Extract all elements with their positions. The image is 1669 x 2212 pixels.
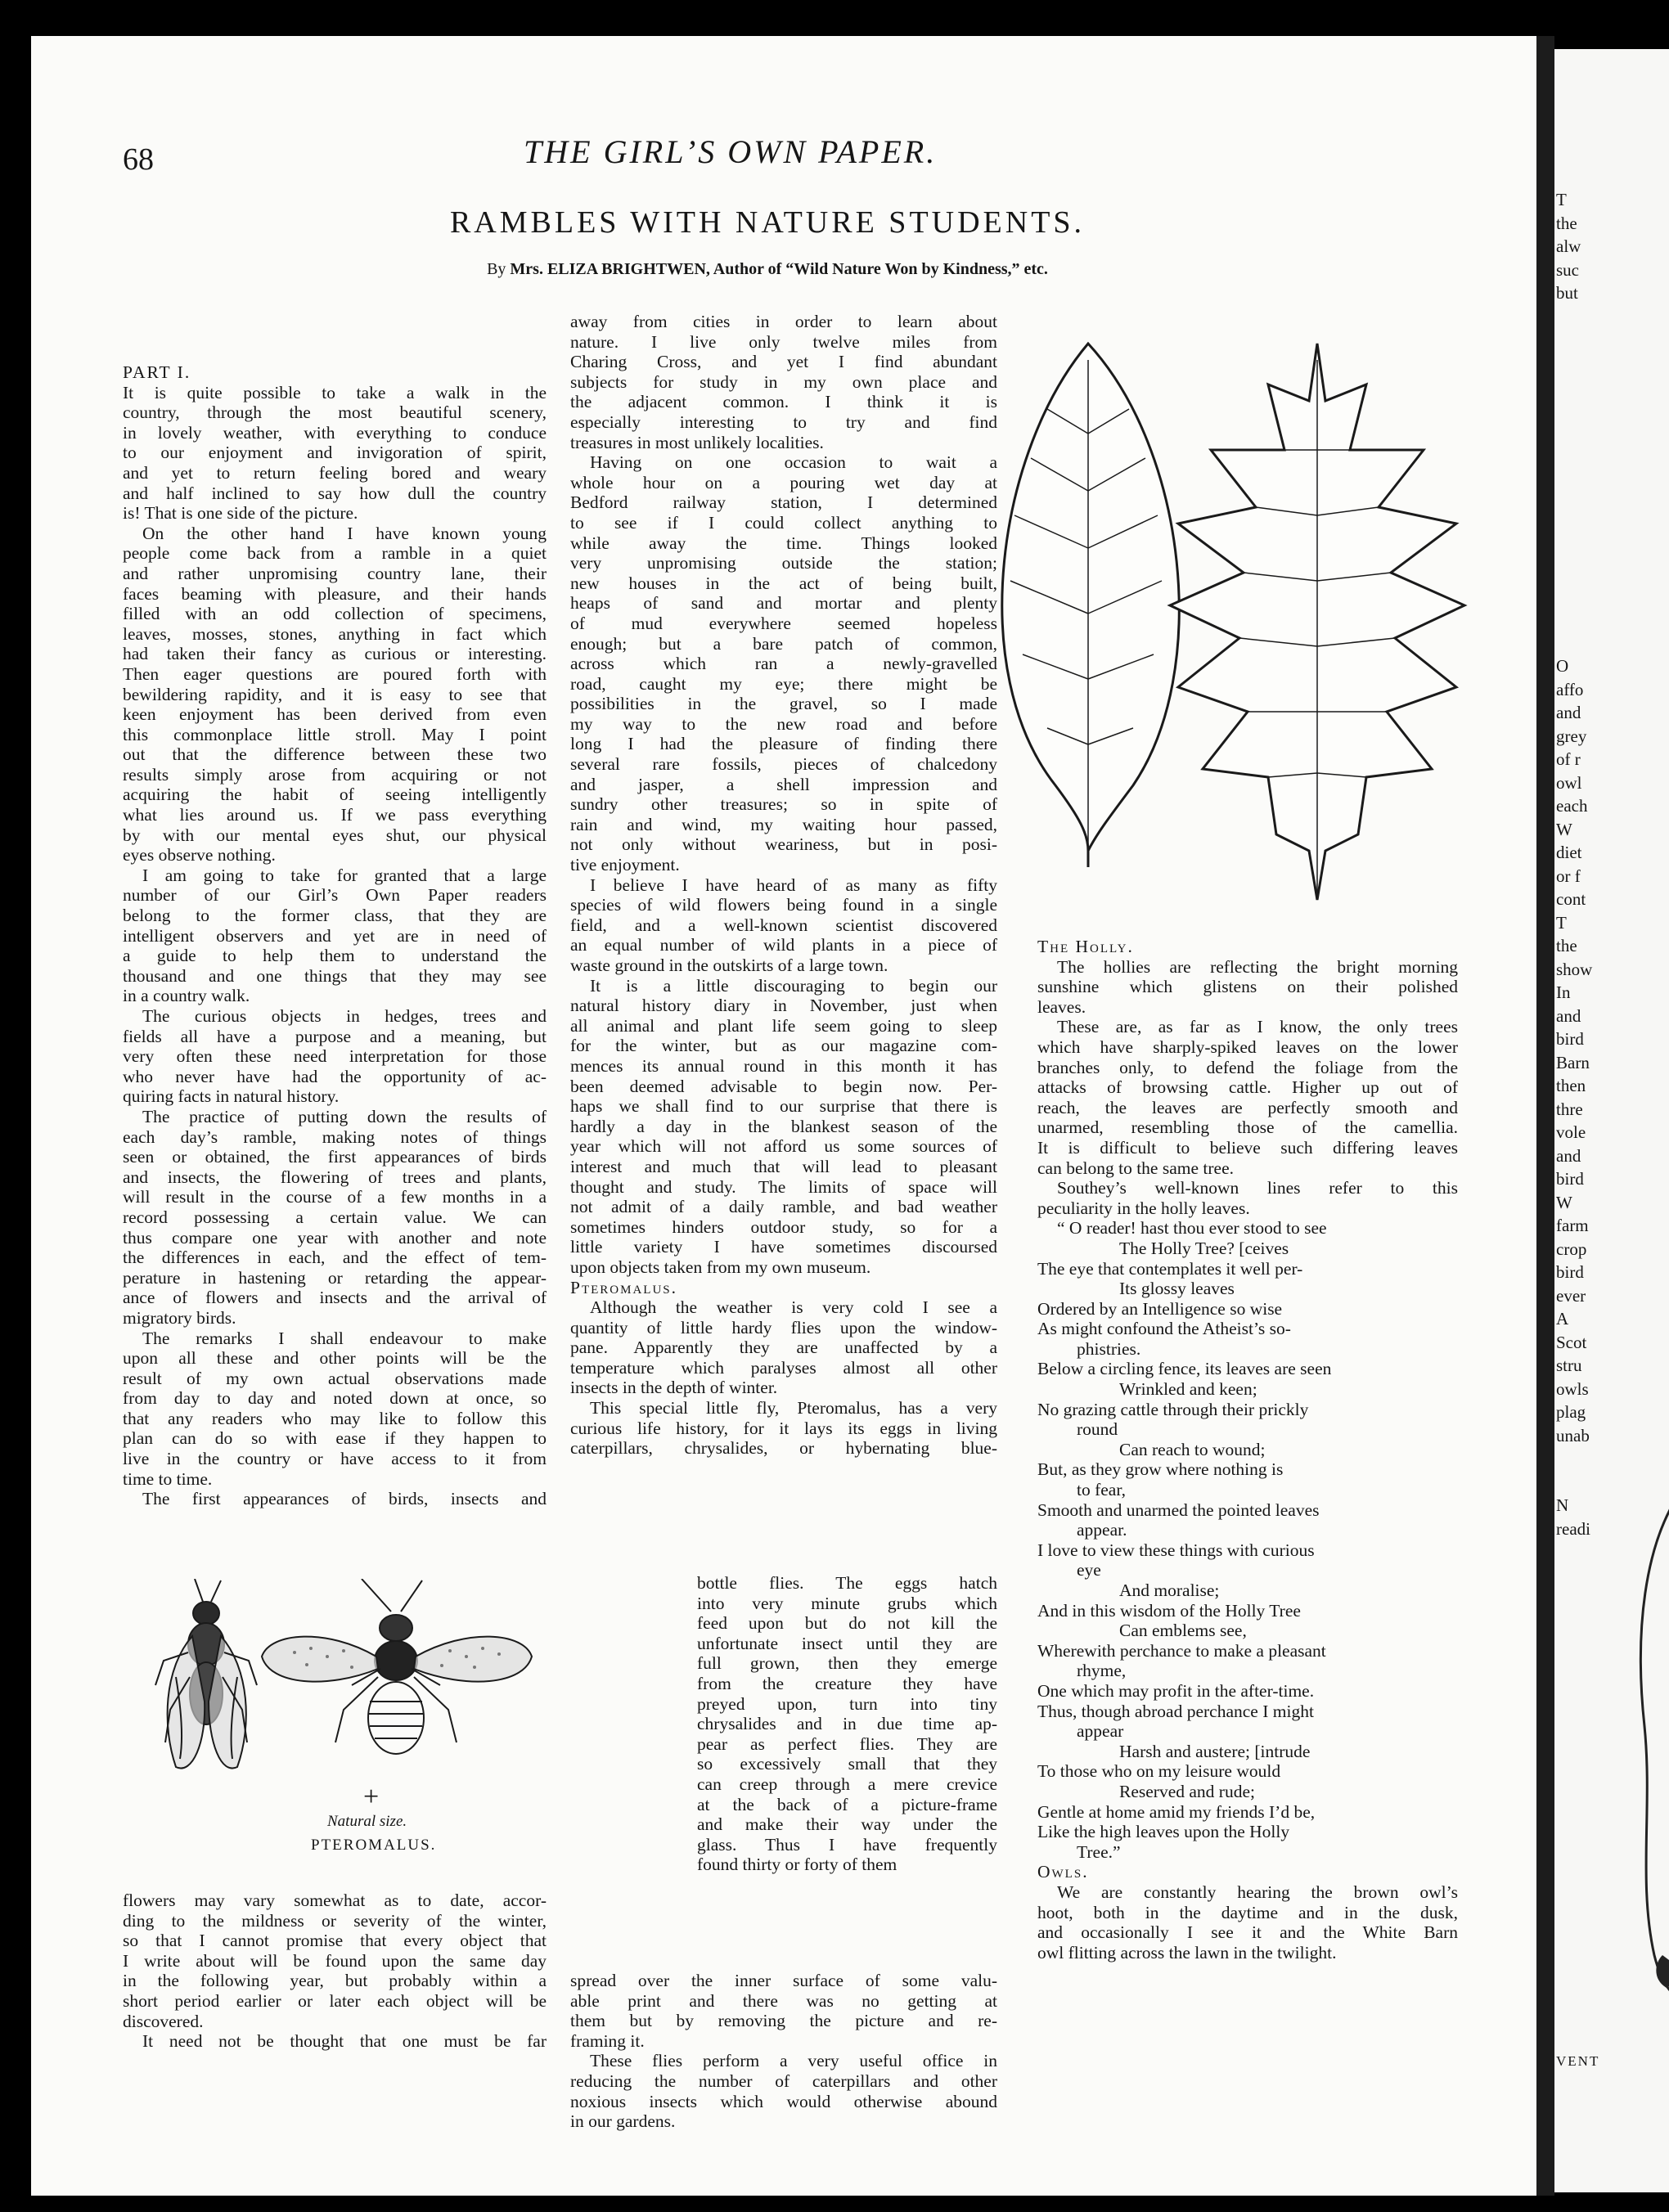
next-page-illustration-fragment bbox=[1630, 1497, 1669, 2004]
next-page-line bbox=[1556, 421, 1669, 445]
col1-line: country, through the most beautiful scenery, bbox=[123, 402, 547, 423]
owls-section bbox=[1037, 1862, 1458, 1962]
col1b-line: short period earlier or later each object will be bbox=[123, 1990, 547, 2011]
next-page-line: but bbox=[1556, 283, 1578, 303]
col1b-line: in the following year, but probably within a bbox=[123, 1971, 547, 1991]
col2-line: Although the weather is very cold I see a bbox=[590, 1297, 997, 1318]
col1-line: very often these need interpretation for those bbox=[123, 1046, 547, 1067]
col1-line: ance of flowers and insects and the arrival of bbox=[123, 1288, 547, 1308]
poem-line: And moralise; bbox=[1119, 1580, 1220, 1600]
col1-line: and rather unpromising country lane, their bbox=[123, 563, 547, 583]
byline-prefix: By bbox=[487, 260, 511, 278]
section-heading: Pteromalus. bbox=[570, 1277, 678, 1297]
col2-line: year which will not afford us some sources of bbox=[570, 1136, 997, 1157]
col1-line: On the other hand I have known young bbox=[142, 523, 547, 543]
next-page-line bbox=[1556, 585, 1669, 609]
owls-line: We are constantly hearing the brown owl’s bbox=[1057, 1882, 1458, 1902]
col2b-line: bottle flies. The eggs hatch bbox=[697, 1573, 997, 1593]
col1-line: time to time. bbox=[123, 1468, 213, 1489]
next-page-line: W bbox=[1556, 1192, 1572, 1212]
article-title: RAMBLES WITH NATURE STUDENTS. bbox=[449, 205, 1086, 240]
col2-line: hardly a day in the blankest season of the bbox=[570, 1116, 997, 1136]
next-page-line: bird bbox=[1556, 1169, 1584, 1189]
next-page-caption-fragment: VENT bbox=[1556, 2053, 1600, 2069]
next-page-line: O bbox=[1556, 656, 1569, 676]
poem-line: appear bbox=[1077, 1721, 1124, 1742]
next-page-line: Barn bbox=[1556, 1052, 1590, 1072]
col2b-line: full grown, then they emerge bbox=[697, 1653, 997, 1674]
col2-line: all animal and plant life seem going to sleep bbox=[570, 1015, 997, 1036]
column-1-top bbox=[123, 362, 547, 1509]
holly-line: It is difficult to believe such differing leaves bbox=[1037, 1137, 1458, 1158]
next-page-line bbox=[1556, 398, 1669, 422]
column-1-bottom bbox=[123, 1891, 547, 2052]
col1-line: record possessing a certain value. We can bbox=[123, 1207, 547, 1227]
col1-line: perature in hastening or retarding the appear- bbox=[123, 1267, 547, 1288]
next-page-line bbox=[1556, 1471, 1669, 1495]
col1-line: this commonplace little stroll. May I point bbox=[123, 724, 547, 744]
next-page-line: T bbox=[1556, 190, 1567, 209]
next-page-line: A bbox=[1556, 1309, 1569, 1329]
owls-line: owl flitting across the lawn in the twilight. bbox=[1037, 1942, 1337, 1962]
col1-line: the differences in each, and the effect of tem- bbox=[123, 1248, 547, 1268]
col2-line: tive enjoyment. bbox=[570, 855, 680, 875]
poem-line: No grazing cattle through their prickly bbox=[1037, 1399, 1309, 1419]
poem-line: I love to view these things with curious bbox=[1037, 1540, 1315, 1560]
col1-line: eyes observe nothing. bbox=[123, 845, 276, 865]
next-page-line: owls bbox=[1556, 1378, 1589, 1399]
col2c-line: able print and there was no getting at bbox=[570, 1990, 997, 2011]
next-page-line: N bbox=[1556, 1495, 1569, 1515]
poem-line: Gentle at home amid my friends I’d be, bbox=[1037, 1801, 1316, 1822]
col1-line: to our enjoyment and invigoration of spirit, bbox=[123, 443, 547, 463]
col2-line: waste ground in the outskirts of a large town. bbox=[570, 955, 888, 975]
col2-line: while away the time. Things looked bbox=[570, 533, 997, 553]
col2-line: very unpromising outside the station; bbox=[570, 553, 997, 573]
poem-line: “ O reader! hast thou ever stood to see bbox=[1057, 1218, 1327, 1239]
holly-line: Southey’s well-known lines refer to this bbox=[1057, 1178, 1458, 1198]
holly-poem bbox=[1037, 1218, 1458, 1862]
col2-line: my way to the new road and before bbox=[570, 713, 997, 734]
col2-line: subjects for study in my own place and bbox=[570, 371, 997, 392]
pteromalus-side-view bbox=[155, 1579, 257, 1769]
col2-line: for the winter, but as our magazine com- bbox=[570, 1036, 997, 1056]
next-page-column bbox=[1556, 188, 1669, 1540]
col2-line: pane. Apparently they are unaffected by a bbox=[570, 1338, 997, 1358]
next-page-line: unab bbox=[1556, 1425, 1590, 1445]
next-page-line bbox=[1556, 515, 1669, 538]
next-page-line: T bbox=[1556, 912, 1567, 933]
col1-line: belong to the former class, that they are bbox=[123, 906, 547, 926]
holly-leaves-illustration bbox=[965, 327, 1489, 916]
col2-line: possibilities in the gravel, so I made bbox=[570, 694, 997, 714]
next-page-line: grey bbox=[1556, 726, 1587, 746]
col1-line: filled with an odd collection of specimens, bbox=[123, 604, 547, 624]
next-page-line: the bbox=[1556, 213, 1577, 233]
col2-line: to see if I could collect anything to bbox=[570, 512, 997, 533]
col2b-line: pear as perfect flies. They are bbox=[697, 1733, 997, 1754]
next-page-line bbox=[1556, 608, 1669, 632]
col2-line: I believe I have heard of as many as fifty bbox=[590, 874, 997, 895]
col1-line: intelligent observers and yet are in need of bbox=[123, 925, 547, 946]
col2c-line: them but by removing the picture and re- bbox=[570, 2011, 997, 2031]
next-page-line: and bbox=[1556, 703, 1581, 722]
poem-line: eye bbox=[1077, 1560, 1101, 1580]
col2-line: been deemed advisable to begin now. Per- bbox=[570, 1076, 997, 1096]
poem-line: Smooth and unarmed the pointed leaves bbox=[1037, 1499, 1320, 1520]
col2-line: whole hour on a pouring wet day at bbox=[570, 472, 997, 492]
col2-line: heaps of sand and mortar and plenty bbox=[570, 593, 997, 614]
byline bbox=[293, 260, 1242, 279]
section-heading: The Holly. bbox=[1037, 937, 1134, 956]
col2-line: enough; but a bare patch of common, bbox=[570, 633, 997, 654]
holly-line: sunshine which glistens on their polished bbox=[1037, 977, 1458, 997]
col1-line: bewildering rapidity, and it is easy to see that bbox=[123, 684, 547, 704]
col2-line: not admit of a daily ramble, and bad weather bbox=[570, 1197, 997, 1217]
col2-line: across which ran a newly-gravelled bbox=[570, 654, 997, 674]
col1-line: number of our Girl’s Own Paper readers bbox=[123, 885, 547, 906]
col1-line: thousand and one things that they may see bbox=[123, 965, 547, 986]
col1-line: faces beaming with pleasure, and their hands bbox=[123, 583, 547, 604]
byline-author: Mrs. ELIZA BRIGHTWEN, Author of “Wild Nature Won by Kindness,” etc. bbox=[510, 260, 1048, 278]
col2-line: nature. I live only twelve miles from bbox=[570, 331, 997, 352]
poem-line: rhyme, bbox=[1077, 1661, 1127, 1681]
col2-line: sundry other treasures; so in spite of bbox=[570, 794, 997, 815]
col1-line: migratory birds. bbox=[123, 1307, 236, 1328]
col2b-line: and make their way under the bbox=[697, 1814, 997, 1835]
col2-line: interest and much that will lead to pleasant bbox=[570, 1156, 997, 1176]
next-page-line bbox=[1556, 1447, 1669, 1471]
poem-line: to fear, bbox=[1077, 1480, 1127, 1500]
next-page-line: W bbox=[1556, 819, 1572, 839]
next-page-line: crop bbox=[1556, 1239, 1587, 1259]
holly-line: leaves. bbox=[1037, 996, 1086, 1017]
next-page-line: bird bbox=[1556, 1029, 1584, 1049]
col1-line: results simply arose from acquiring or not bbox=[123, 764, 547, 785]
col1b-line: ding to the mildness or severity of the winter, bbox=[123, 1910, 547, 1931]
col2-line: It is a little discouraging to begin our bbox=[590, 975, 997, 996]
col2b-line: chrysalides and in due time ap- bbox=[697, 1714, 997, 1734]
next-page-line: plag bbox=[1556, 1402, 1586, 1422]
col1-line: fields all have a purpose and a meaning, but bbox=[123, 1026, 547, 1046]
col2b-line: found thirty or forty of them bbox=[697, 1855, 897, 1875]
col2b-line: at the back of a picture-frame bbox=[697, 1794, 997, 1814]
next-page-line: and bbox=[1556, 1145, 1581, 1166]
col1-line: who never have had the opportunity of ac- bbox=[123, 1066, 547, 1086]
col1b-line: It need not be thought that one must be far bbox=[142, 2031, 547, 2052]
next-page-line: affo bbox=[1556, 679, 1584, 699]
next-page-line bbox=[1556, 561, 1669, 585]
col2-line: sometimes hinders outdoor study, so for a bbox=[570, 1216, 997, 1237]
next-page-line bbox=[1556, 492, 1669, 515]
col1-line: seen or obtained, the first appearances of birds bbox=[123, 1147, 547, 1167]
col2-line: field, and a well-known scientist discovered bbox=[570, 915, 997, 935]
page-number: 68 bbox=[123, 142, 154, 177]
col2-line: long I had the pleasure of finding there bbox=[570, 734, 997, 754]
holly-line: The hollies are reflecting the bright morning bbox=[1057, 956, 1458, 977]
col2-line: temperature which paralyses almost all other bbox=[570, 1357, 997, 1378]
poem-line: Wherewith perchance to make a pleasant bbox=[1037, 1640, 1326, 1661]
poem-line: As might confound the Atheist’s so- bbox=[1037, 1319, 1291, 1339]
smooth-holly-leaf bbox=[1002, 344, 1179, 867]
next-page-line bbox=[1556, 305, 1669, 329]
holly-section bbox=[1037, 937, 1458, 1218]
col2c-line: noxious insects which would otherwise abound bbox=[570, 2091, 997, 2111]
next-page-line: ever bbox=[1556, 1285, 1586, 1306]
poem-line: Can reach to wound; bbox=[1119, 1439, 1266, 1459]
section-heading: PART I. bbox=[123, 362, 191, 382]
col1-line: in lovely weather, with everything to conduce bbox=[123, 422, 547, 443]
col1-line: and insects, the flowering of trees and plants, bbox=[123, 1167, 547, 1187]
col1-line: that any readers who may like to follow this bbox=[123, 1408, 547, 1428]
col1-line: what lies around us. If we pass everything bbox=[123, 805, 547, 825]
holly-line: unarmed, resembling those of the camellia. bbox=[1037, 1117, 1458, 1138]
column-2-top bbox=[570, 312, 997, 1459]
col2c-line: in our gardens. bbox=[570, 2111, 676, 2132]
col1-line: in a country walk. bbox=[123, 986, 250, 1006]
col1-line: people come back from a ramble in a quiet bbox=[123, 543, 547, 564]
next-page-line: show bbox=[1556, 959, 1593, 979]
col2-line: Charing Cross, and yet I find abundant bbox=[570, 352, 997, 372]
col1-line: The first appearances of birds, insects and bbox=[142, 1489, 547, 1509]
next-page-line: suc bbox=[1556, 259, 1579, 280]
next-page-line bbox=[1556, 352, 1669, 375]
col2b-line: can creep through a mere crevice bbox=[697, 1774, 997, 1794]
col2-line: caterpillars, chrysalides, or hybernating blue- bbox=[570, 1438, 997, 1459]
col2-line: haps we shall find to our surprise that there is bbox=[570, 1096, 997, 1117]
col2-line: Having on one occasion to wait a bbox=[590, 452, 997, 473]
col1-line: each day’s ramble, making notes of things bbox=[123, 1126, 547, 1147]
size-marker: + bbox=[363, 1782, 380, 1812]
poem-line: Harsh and austere; [intrude bbox=[1119, 1741, 1311, 1761]
col2-line: little variety I have sometimes discoursed bbox=[570, 1237, 997, 1257]
col1-line: leaves, mosses, stones, anything in fact which bbox=[123, 623, 547, 644]
poem-line: round bbox=[1077, 1419, 1118, 1440]
next-page-line: the bbox=[1556, 936, 1577, 955]
col1-line: and half inclined to say how dull the country bbox=[123, 483, 547, 503]
col1-line: I am going to take for granted that a large bbox=[142, 865, 547, 885]
col2-line: not only without weariness, but in posi- bbox=[570, 834, 997, 855]
col1b-line: so that I cannot promise that every object that bbox=[123, 1931, 547, 1951]
poem-line: But, as they grow where nothing is bbox=[1037, 1459, 1284, 1480]
next-page-line: In bbox=[1556, 982, 1571, 1002]
poem-line: Reserved and rude; bbox=[1119, 1781, 1255, 1801]
col2-line: rain and wind, my waiting hour passed, bbox=[570, 814, 997, 834]
column-2-wrapped-text bbox=[697, 1573, 997, 1875]
next-page-line: thre bbox=[1556, 1099, 1583, 1119]
col2-line: an equal number of wild plants in a piece of bbox=[570, 935, 997, 955]
col2b-line: so excessively small that they bbox=[697, 1754, 997, 1774]
col1-line: live in the country or have access to it from bbox=[123, 1449, 547, 1469]
next-page-line bbox=[1556, 632, 1669, 655]
col2-line: species of wild flowers being found in a single bbox=[570, 895, 997, 915]
col2-line: Bedford railway station, I determined bbox=[570, 492, 997, 513]
col2c-line: spread over the inner surface of some valu- bbox=[570, 1971, 997, 1990]
col2-line: This special little fly, Pteromalus, has a very bbox=[590, 1398, 997, 1418]
next-page-line: owl bbox=[1556, 772, 1582, 793]
next-page-line: farm bbox=[1556, 1216, 1589, 1235]
col2-line: insects in the depth of winter. bbox=[570, 1378, 778, 1398]
col2-line: new houses in the act of being built, bbox=[570, 573, 997, 593]
column-3 bbox=[1037, 937, 1458, 1962]
next-page-edge bbox=[1554, 49, 1669, 2192]
next-page-line bbox=[1556, 375, 1669, 398]
next-page-line bbox=[1556, 328, 1669, 352]
poem-line: Tree.” bbox=[1077, 1841, 1121, 1862]
poem-line: And in this wisdom of the Holly Tree bbox=[1037, 1600, 1301, 1621]
next-page-line: alw bbox=[1556, 236, 1581, 256]
col2b-line: into very minute grubs which bbox=[697, 1593, 997, 1613]
poem-line: Thus, though abroad perchance I might bbox=[1037, 1701, 1314, 1721]
col2-line: away from cities in order to learn about bbox=[570, 312, 997, 331]
poem-line: Wrinkled and keen; bbox=[1119, 1379, 1257, 1400]
poem-line: appear. bbox=[1077, 1520, 1127, 1540]
poem-line: phistries. bbox=[1077, 1338, 1141, 1359]
col2b-line: feed upon but do not kill the bbox=[697, 1613, 997, 1634]
col1-line: The curious objects in hedges, trees and bbox=[142, 1006, 547, 1026]
next-page-line: cont bbox=[1556, 889, 1586, 909]
next-page-line: then bbox=[1556, 1076, 1586, 1095]
spiked-holly-leaf bbox=[1170, 344, 1464, 900]
col1-line: It is quite possible to take a walk in the bbox=[123, 382, 547, 402]
holly-line: branches only, to defend the foliage from the bbox=[1037, 1057, 1458, 1077]
poem-line: To those who on my leisure would bbox=[1037, 1761, 1281, 1782]
col2-line: and jasper, a shell impression and bbox=[570, 774, 997, 794]
next-page-line bbox=[1556, 538, 1669, 562]
col1-line: quiring facts in natural history. bbox=[123, 1086, 340, 1107]
holly-line: can belong to the same tree. bbox=[1037, 1158, 1234, 1178]
col1-line: The remarks I shall endeavour to make bbox=[142, 1328, 547, 1348]
col2-line: curious life history, for it lays its eggs in living bbox=[570, 1418, 997, 1438]
poem-line: The eye that contemplates it well per- bbox=[1037, 1258, 1303, 1279]
next-page-line: or f bbox=[1556, 865, 1581, 886]
col1-line: result of my own actual observations made bbox=[123, 1368, 547, 1388]
poem-line: Below a circling fence, its leaves are seen bbox=[1037, 1359, 1332, 1379]
col2-line: treasures in most unlikely localities. bbox=[570, 432, 824, 452]
next-page-line: vole bbox=[1556, 1122, 1586, 1142]
next-page-line: Scot bbox=[1556, 1332, 1587, 1352]
next-page-line: bird bbox=[1556, 1262, 1584, 1282]
col1-line: a guide to help them to understand the bbox=[123, 946, 547, 966]
col2-line: thought and study. The limits of space will bbox=[570, 1176, 997, 1197]
col1b-line: flowers may vary somewhat as to date, accor- bbox=[123, 1891, 547, 1910]
holly-line: These are, as far as I know, the only trees bbox=[1057, 1017, 1458, 1037]
col2c-line: These flies perform a very useful office in bbox=[590, 2051, 997, 2071]
next-page-line: each bbox=[1556, 796, 1588, 816]
next-page-line: and bbox=[1556, 1005, 1581, 1026]
col2-line: natural history diary in November, just when bbox=[570, 996, 997, 1016]
next-page-line: readi bbox=[1556, 1518, 1590, 1539]
col1-line: out that the difference between these two bbox=[123, 744, 547, 765]
col2c-line: reducing the number of caterpillars and other bbox=[570, 2070, 997, 2091]
col1-line: The practice of putting down the results of bbox=[142, 1106, 547, 1126]
pteromalus-illustration bbox=[147, 1579, 573, 1792]
poem-line: Its glossy leaves bbox=[1119, 1279, 1235, 1299]
col2-line: especially interesting to try and find bbox=[570, 411, 997, 432]
col2-line: the adjacent common. I think it is bbox=[570, 392, 997, 412]
next-page-line: diet bbox=[1556, 843, 1582, 862]
holly-line: attacks of browsing cattle. Higher up out of bbox=[1037, 1077, 1458, 1098]
col1-line: will result in the course of a few months in a bbox=[123, 1187, 547, 1207]
caption-natural-size: Natural size. bbox=[327, 1813, 407, 1830]
col1-line: and yet to return feeling bored and weary bbox=[123, 462, 547, 483]
col2b-line: from the creature they have bbox=[697, 1673, 997, 1693]
col1-line: upon all these and other points will be the bbox=[123, 1348, 547, 1369]
poem-line: Like the high leaves upon the Holly bbox=[1037, 1822, 1290, 1842]
col1-line: thus compare one year with another and note bbox=[123, 1227, 547, 1248]
holly-line: peculiarity in the holly leaves. bbox=[1037, 1198, 1250, 1218]
col2-line: mences its annual round in this month it has bbox=[570, 1055, 997, 1076]
owls-line: hoot, both in the daytime and in the dusk, bbox=[1037, 1902, 1458, 1922]
col1-line: Then eager questions are poured forth with bbox=[123, 663, 547, 684]
col2-line: road, caught my eye; there might be bbox=[570, 673, 997, 694]
col1b-line: discovered. bbox=[123, 2011, 204, 2031]
next-page-line: stru bbox=[1556, 1356, 1582, 1375]
column-2-bottom bbox=[570, 1971, 997, 2132]
col2b-line: unfortunate insect until they are bbox=[697, 1633, 997, 1653]
col1-line: keen enjoyment has been derived from even bbox=[123, 704, 547, 725]
running-title: THE GIRL’S OWN PAPER. bbox=[524, 133, 938, 170]
book-gutter bbox=[1536, 36, 1554, 2196]
poem-line: Can emblems see, bbox=[1119, 1621, 1247, 1641]
poem-line: The Holly Tree? [ceives bbox=[1119, 1238, 1289, 1258]
owls-line: and occasionally I see it and the White Barn bbox=[1037, 1922, 1458, 1943]
col1-line: from day to day and noted down at once, so bbox=[123, 1388, 547, 1409]
col2-line: quantity of little hardy flies upon the window- bbox=[570, 1317, 997, 1338]
col2b-line: glass. Thus I have frequently bbox=[697, 1834, 997, 1855]
poem-line: One which may profit in the after-time. bbox=[1037, 1680, 1315, 1701]
next-page-line: of r bbox=[1556, 749, 1581, 769]
holly-line: which have sharply-spiked leaves on the lower bbox=[1037, 1036, 1458, 1057]
col2-line: upon objects taken from my own museum. bbox=[570, 1257, 871, 1277]
col2-line: of mud everywhere seemed hopeless bbox=[570, 613, 997, 633]
col1-line: had taken their fancy as curious or interesting. bbox=[123, 644, 547, 664]
col1-line: plan can do so with ease if they happen to bbox=[123, 1428, 547, 1449]
col2b-line: preyed upon, turn into tiny bbox=[697, 1693, 997, 1714]
pteromalus-top-view bbox=[262, 1579, 532, 1754]
col2c-line: framing it. bbox=[570, 2030, 645, 2051]
col1b-line: I write about will be found upon the same day bbox=[123, 1950, 547, 1971]
section-heading: Owls. bbox=[1037, 1862, 1089, 1882]
col2-line: several rare fossils, pieces of chalcedony bbox=[570, 754, 997, 775]
poem-line: Ordered by an Intelligence so wise bbox=[1037, 1298, 1283, 1319]
col1-line: by with our mental eyes shut, our physical bbox=[123, 825, 547, 845]
next-page-line bbox=[1556, 445, 1669, 469]
holly-line: reach, the leaves are perfectly smooth and bbox=[1037, 1097, 1458, 1117]
col1-line: acquiring the habit of seeing intelligently bbox=[123, 785, 547, 805]
caption-pteromalus: PTEROMALUS. bbox=[311, 1837, 437, 1854]
next-page-line bbox=[1556, 468, 1669, 492]
col1-line: is! That is one side of the picture. bbox=[123, 503, 358, 524]
